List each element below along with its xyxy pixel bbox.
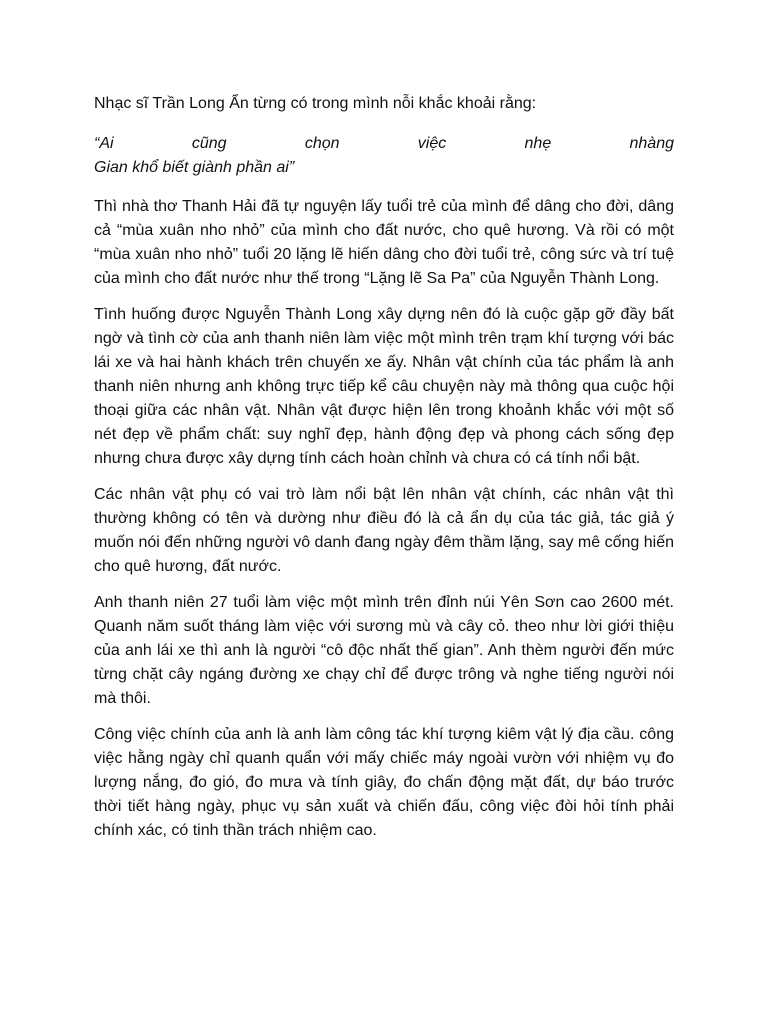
poem-line-1: “Ai cũng chọn việc nhẹ nhàng xyxy=(94,135,674,152)
poem-quote xyxy=(94,132,674,180)
document-page xyxy=(94,92,674,855)
poem-line-2: Gian khổ biết giành phần ai” xyxy=(94,159,295,176)
body-paragraph-2: Tình huống được Nguyễn Thành Long xây dựng nên đó là cuộc gặp gỡ đầy bất ngờ và tình cờ của anh thanh niên làm việc một mình trên trạm khí tượng với bác lái xe và hai hành khách trên chuyến xe ấy. Nhân vật chính của tác phẩm là anh thanh niên nhưng anh không trực tiếp kể câu chuyện này mà thông qua cuộc hội thoại giữa các nhân vật. Nhân vật được hiện lên trong khoảnh khắc với một số nét đẹp về phẩm chất: suy nghĩ đẹp, hành động đẹp và phong cách sống đẹp nhưng chưa được xây dựng tính cách hoàn chỉnh và chưa có cá tính nổi bật. xyxy=(94,306,674,467)
body-paragraph-3: Các nhân vật phụ có vai trò làm nổi bật lên nhân vật chính, các nhân vật thì thường không có tên và dường như điều đó là cả ẩn dụ của tác giả, tác giả ý muốn nói đến những người vô danh đang ngày đêm thầm lặng, say mê cống hiến cho quê hương, đất nước. xyxy=(94,486,674,575)
body-paragraph-1: Thì nhà thơ Thanh Hải đã tự nguyện lấy tuổi trẻ của mình để dâng cho đời, dâng cả “mùa xuân nho nhỏ” của mình cho đất nước, cho quê hương. Và rồi có một “mùa xuân nho nhỏ” tuổi 20 lặng lẽ hiến dâng cho đời tuổi trẻ, công sức và trí tuệ của mình cho đất nước như thế trong “Lặng lẽ Sa Pa” của Nguyễn Thành Long. xyxy=(94,198,674,287)
body-paragraph-5: Công việc chính của anh là anh làm công tác khí tượng kiêm vật lý địa cầu. công việc hằng ngày chỉ quanh quẩn với mấy chiếc máy ngoài vườn với nhiệm vụ đo lượng nắng, đo gió, đo mưa và tính giây, đo chấn động mặt đất, dự báo trước thời tiết hàng ngày, phục vụ sản xuất và chiến đấu, công việc đòi hỏi tính phải chính xác, có tinh thần trách nhiệm cao. xyxy=(94,726,674,839)
intro-paragraph: Nhạc sĩ Trần Long Ẩn từng có trong mình nỗi khắc khoải rằng: xyxy=(94,95,537,112)
body-paragraph-4: Anh thanh niên 27 tuổi làm việc một mình trên đỉnh núi Yên Sơn cao 2600 mét. Quanh năm suốt tháng làm việc với sương mù và cây cỏ. theo như lời giới thiệu của anh lái xe thì anh là người “cô độc nhất thế gian”. Anh thèm người đến mức từng chặt cây ngáng đường xe chạy chỉ để được trông và nghe tiếng người nói mà thôi. xyxy=(94,594,674,707)
